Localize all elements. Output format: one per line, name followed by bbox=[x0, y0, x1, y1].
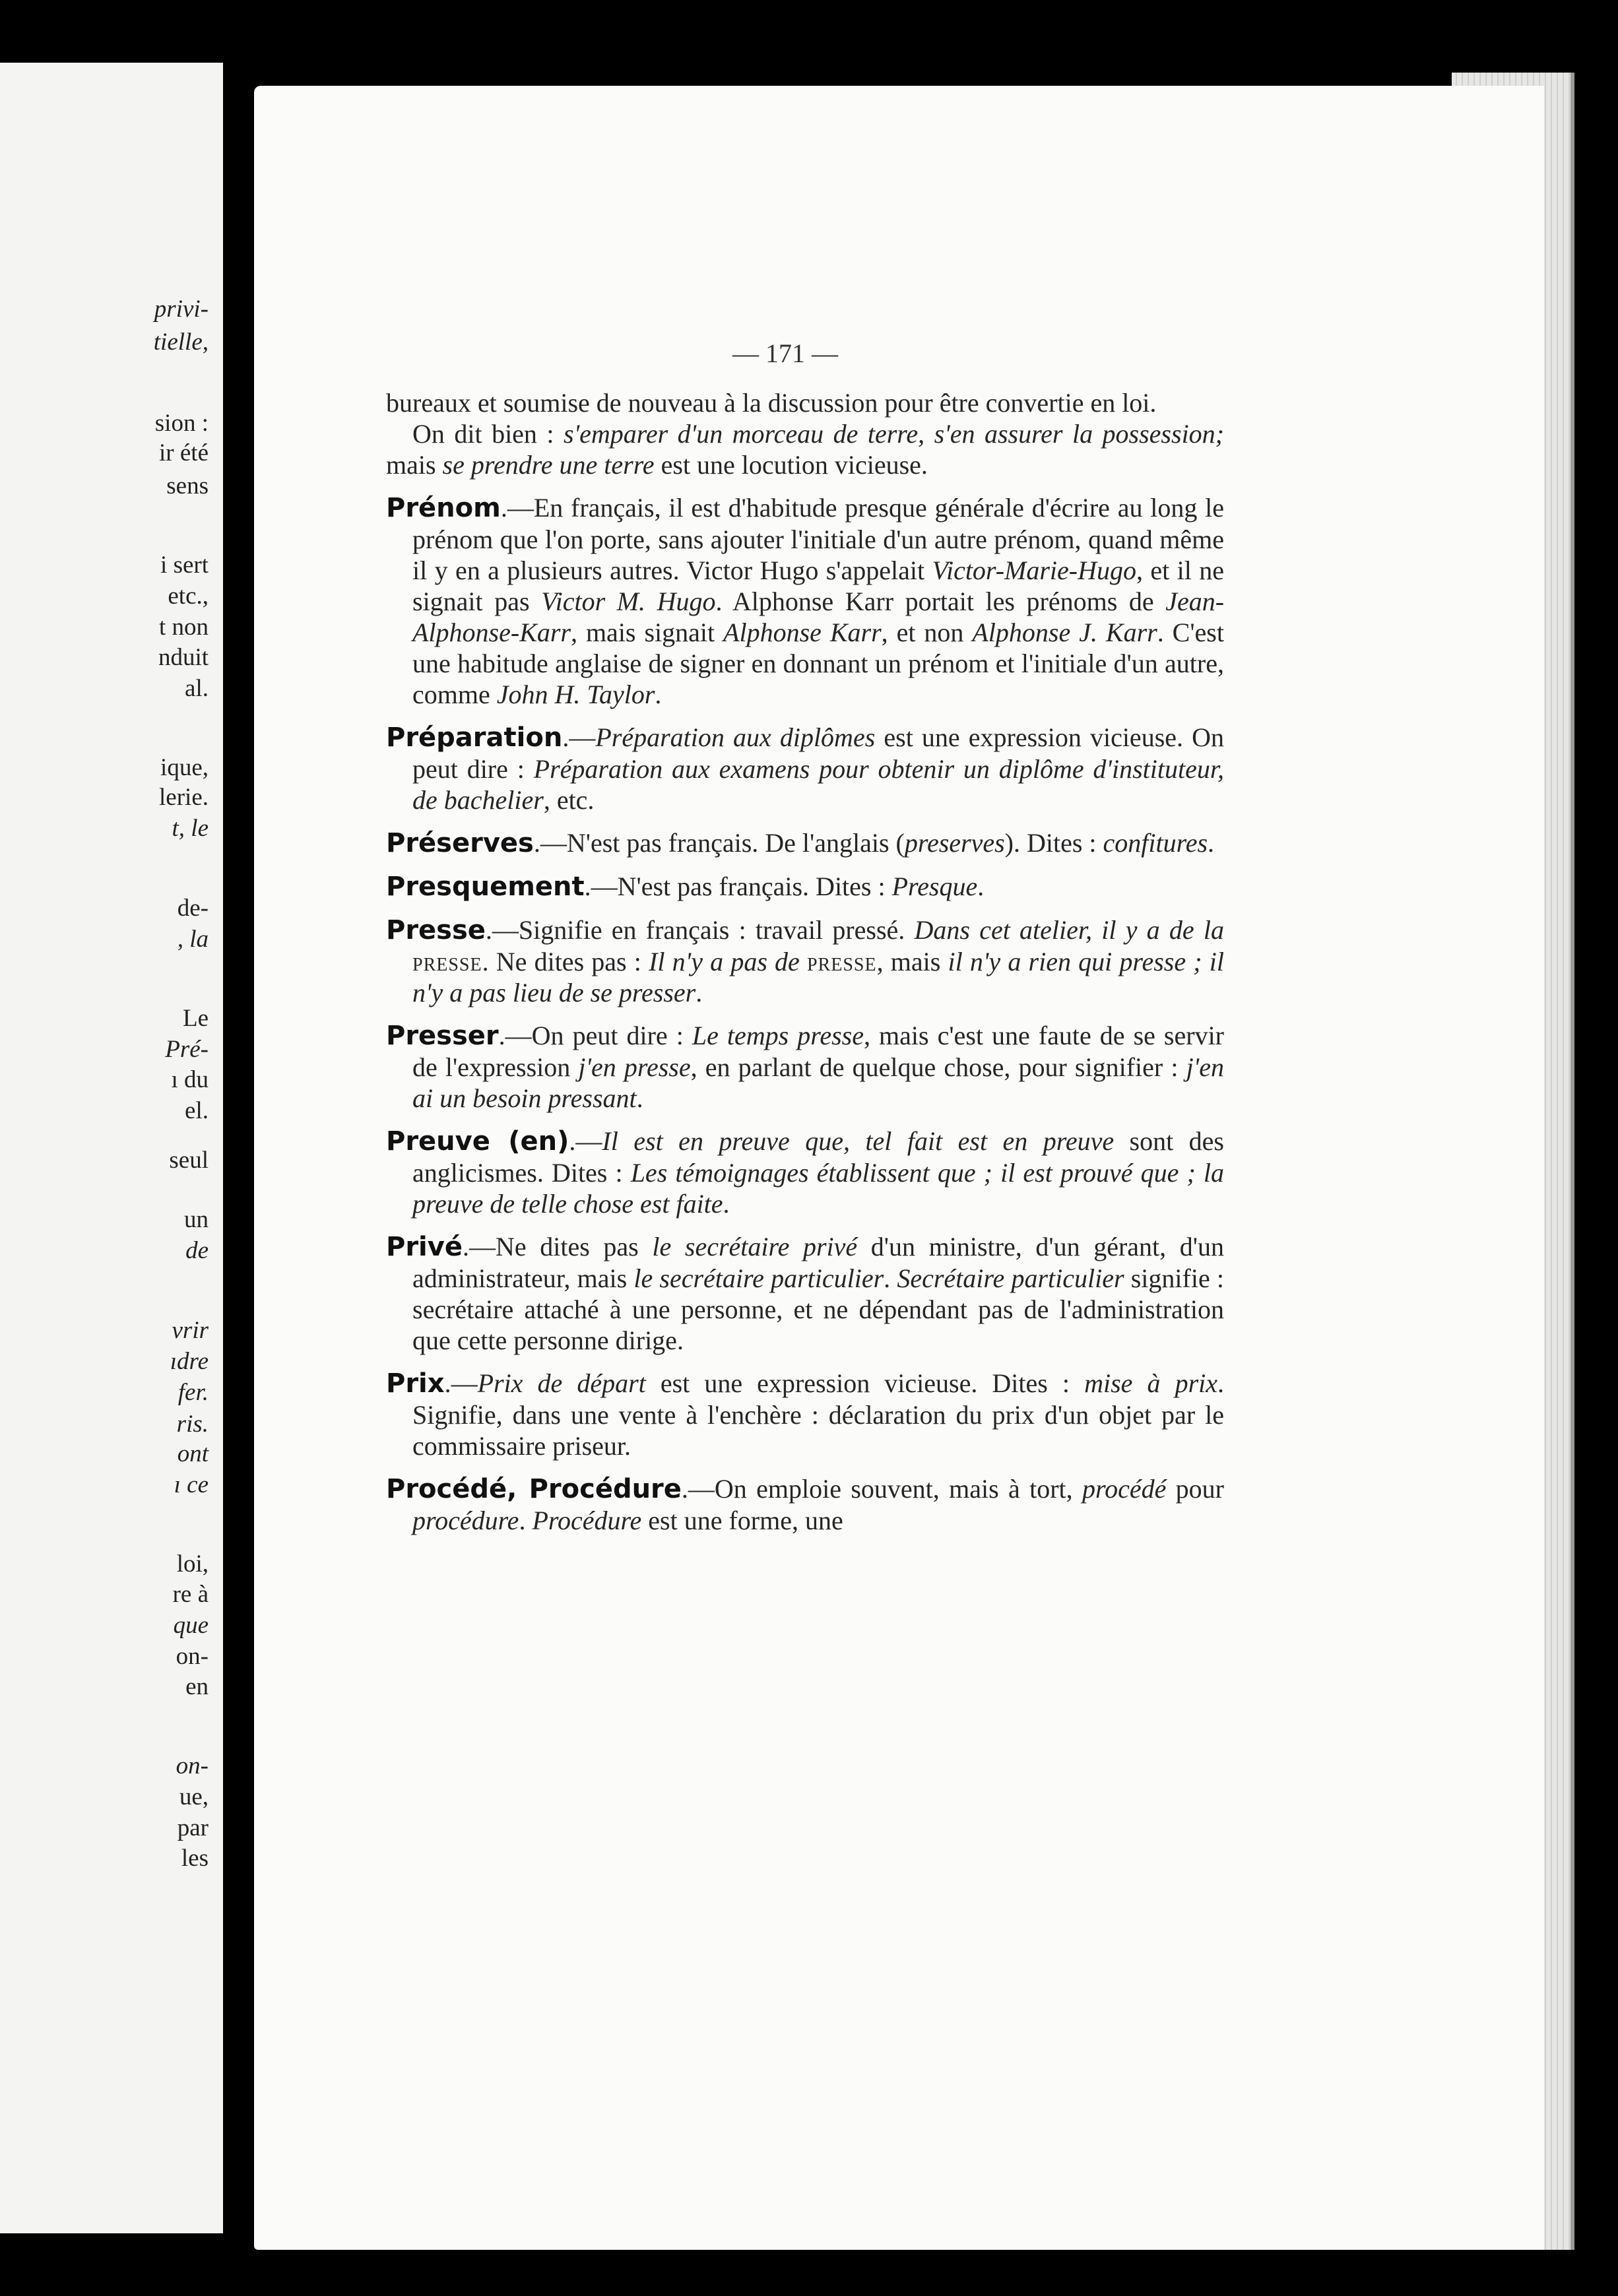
headword: Presse bbox=[386, 915, 486, 945]
left-page-fragment: sion : bbox=[154, 410, 209, 437]
left-page-fragment: ue, bbox=[179, 1783, 209, 1810]
left-page-fragment: fer. bbox=[178, 1379, 209, 1406]
headword: Presquement bbox=[386, 872, 585, 902]
left-page-fragment: tielle, bbox=[153, 329, 209, 356]
left-page-fragment: les bbox=[181, 1845, 209, 1872]
page-number: — 171 — bbox=[732, 338, 838, 368]
left-page bbox=[0, 63, 223, 2233]
entry-presse: Presse.—Signifie en français : travail pressé. Dans cet atelier, il y a de la presse. Ne dites pas : Il n'y a pas de presse, mais il n'y a rien qui presse ; il n'y a pas lieu de se presser. bbox=[386, 915, 1225, 1007]
left-page-fragment: privi- bbox=[154, 296, 209, 323]
left-page-fragment: el. bbox=[185, 1097, 209, 1124]
left-page-fragment: Le bbox=[182, 1005, 209, 1032]
left-page-fragment: ont bbox=[177, 1440, 209, 1467]
left-page-fragment: en bbox=[185, 1673, 209, 1700]
left-page-fragment: vrir bbox=[172, 1317, 209, 1344]
headword: Procédé, Procédure bbox=[386, 1474, 682, 1504]
left-page-fragment: i sert bbox=[160, 552, 209, 579]
left-page-fragment: t non bbox=[158, 614, 209, 641]
left-page-fragment: nduit bbox=[158, 644, 209, 671]
entry-prenom: Prénom.—En français, il est d'habitude presque générale d'écrire au long le prénom que l'on porte, sans ajouter l'initiale d'un autre prénom, quand même il y en a plusieurs autres. Victor Hugo s'appelait Victor-Marie-Hugo, et il ne signait pas Victor M. Hugo. Alphonse Karr portait les prénoms de Jean-Alphonse-Karr, mais signait Alphonse Karr, et non Alphonse J. Karr. C'est une habitude anglaise de signer en donnant un prénom et l'initiale d'un autre, comme John H. Taylor. bbox=[386, 493, 1225, 709]
entry-preserves: Préserves.—N'est pas français. De l'anglais (preserves). Dites : confitures. bbox=[386, 828, 1215, 858]
left-page-fragment: par bbox=[177, 1814, 209, 1841]
entry-prix: Prix.—Prix de départ est une expression vicieuse. Dites : mise à prix. Signifie, dans une vente à l'enchère : déclaration du prix d'un objet par le commissaire priseur. bbox=[386, 1368, 1224, 1461]
left-page-fragment: re à bbox=[172, 1581, 209, 1608]
headword: Préparation bbox=[386, 722, 563, 753]
headword: Presser bbox=[386, 1021, 499, 1051]
left-page-fragment: ir été bbox=[159, 439, 209, 466]
left-page-fragment: ique, bbox=[160, 754, 209, 781]
headword: Prix bbox=[386, 1368, 445, 1399]
left-page-fragment: loi, bbox=[176, 1550, 209, 1578]
left-page-fragment: un bbox=[184, 1206, 209, 1233]
entry-procede: Procédé, Procédure.—On emploie souvent, mais à tort, procédé pour procédure. Procédure est une forme, une bbox=[386, 1474, 1225, 1535]
entry-presquement: Presquement.—N'est pas français. Dites : Presque. bbox=[386, 872, 985, 902]
left-page-fragment: , la bbox=[177, 926, 209, 953]
entry-prive: Privé.—Ne dites pas le secrétaire privé d'un ministre, d'un gérant, d'un administrateur, mais le secrétaire particulier. Secrétaire particulier signifie : secrétaire attaché à une personne, et ne dépendant pas de l'administration que cette personne dirige. bbox=[386, 1232, 1225, 1355]
page-text bbox=[386, 387, 1224, 1536]
headword: Privé bbox=[386, 1232, 463, 1262]
headword: Preuve (en) bbox=[386, 1126, 569, 1157]
left-page-fragment: ris. bbox=[176, 1411, 209, 1438]
left-page-fragment: lerie. bbox=[159, 784, 209, 811]
continuation-paragraph-2: On dit bien : s'emparer d'un morceau de terre, s'en assurer la possession; mais se prendre une terre est une locution vicieuse. bbox=[386, 419, 1224, 480]
left-page-fragment: on- bbox=[176, 1643, 209, 1670]
left-page-fragment: seul bbox=[169, 1147, 209, 1174]
left-page-fragment: sens bbox=[166, 472, 209, 499]
headword: Prénom bbox=[386, 493, 501, 523]
left-page-fragment: ıdre bbox=[170, 1348, 209, 1375]
left-page-fragment: t, le bbox=[172, 815, 209, 842]
left-page-fragment: ı du bbox=[171, 1066, 209, 1093]
headword: Préserves bbox=[386, 828, 534, 858]
continuation-paragraph: bureaux et soumise de nouveau à la discussion pour être convertie en loi. bbox=[386, 388, 1157, 418]
entry-preparation: Préparation.—Préparation aux diplômes est une expression vicieuse. On peut dire : Préparation aux examens pour obtenir un diplôme d'instituteur, de bachelier, etc. bbox=[386, 722, 1225, 815]
left-page-fragment: de- bbox=[177, 895, 209, 922]
left-page-fragment: de bbox=[185, 1237, 209, 1264]
left-page-fragment: ı ce bbox=[174, 1471, 209, 1498]
left-page-fragment: que bbox=[173, 1612, 209, 1639]
left-page-fragment: on- bbox=[176, 1752, 209, 1779]
left-page-fragment: al. bbox=[185, 675, 209, 702]
left-page-fragment: etc., bbox=[168, 583, 209, 610]
entry-presser: Presser.—On peut dire : Le temps presse, mais c'est une faute de se servir de l'expression j'en presse, en parlant de quelque chose, pour signifier : j'en ai un besoin pressant. bbox=[386, 1021, 1225, 1113]
entry-preuve: Preuve (en).—Il est en preuve que, tel fait est en preuve sont des anglicismes. Dites : Les témoignages établissent que ; il est prouvé que ; la preuve de telle chose est faite. bbox=[386, 1126, 1224, 1219]
left-page-fragment: Pré- bbox=[165, 1036, 209, 1063]
